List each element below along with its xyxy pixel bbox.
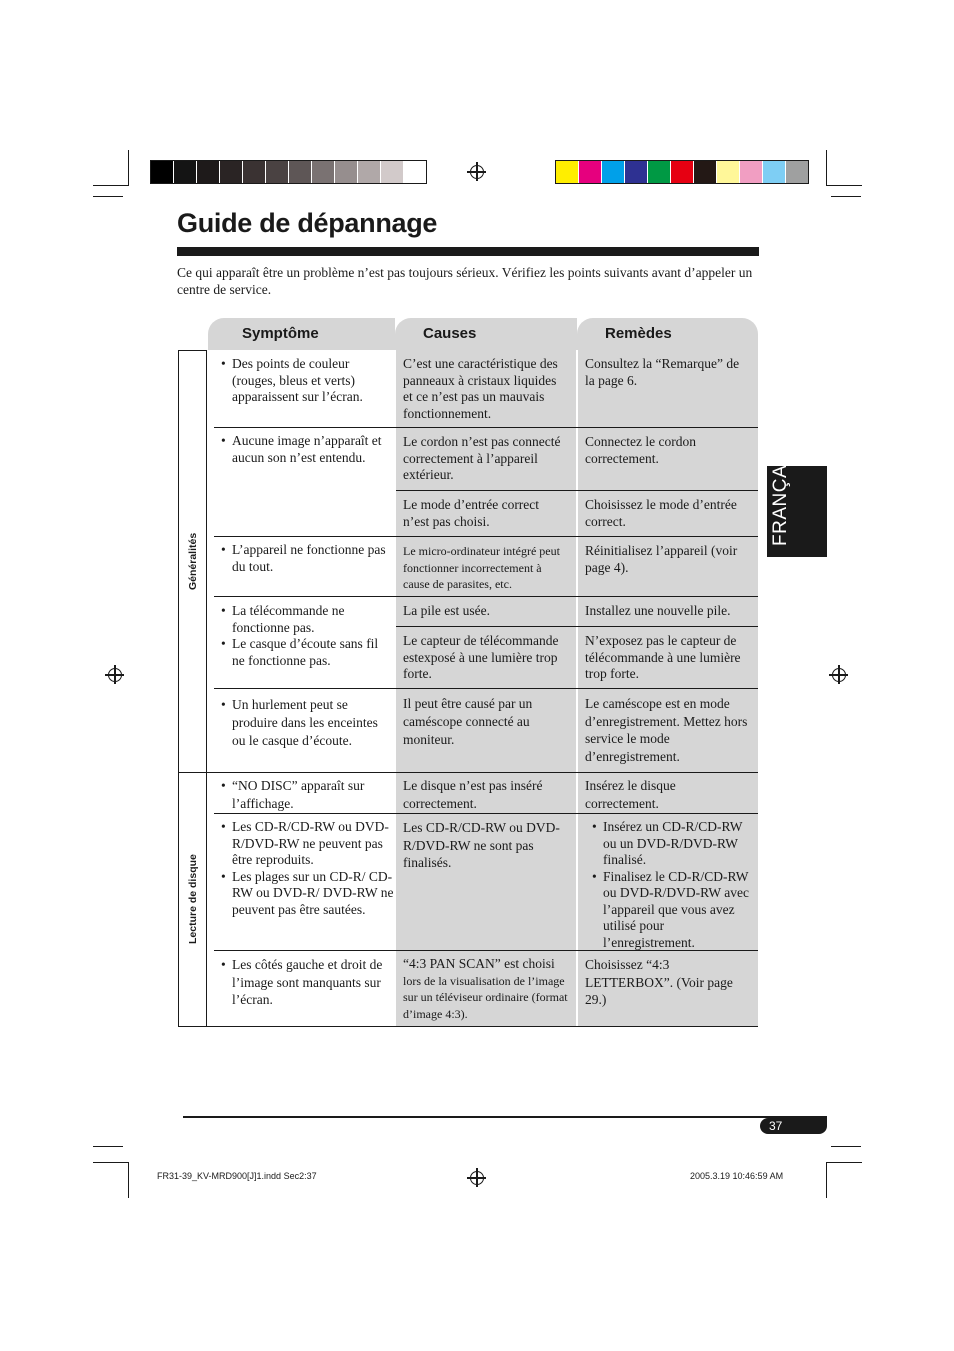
cause-cell: Le disque n’est pas inséré correctement. [396, 773, 576, 813]
registration-mark-icon [108, 668, 122, 682]
registration-mark-icon [832, 668, 846, 682]
color-swatch [556, 161, 578, 183]
color-swatch [693, 161, 716, 183]
registration-mark-icon [470, 165, 484, 179]
color-swatch [739, 161, 762, 183]
crop-mark [826, 1162, 827, 1198]
crop-mark [831, 1146, 861, 1147]
color-test-bar [555, 160, 809, 184]
header-remedies: Remèdes [577, 318, 758, 350]
crop-mark [128, 1162, 129, 1198]
page-title: Guide de dépannage [177, 208, 438, 238]
cause-cell: Le cordon n’est pas connecté correctement à l’appareil extérieur. [396, 428, 576, 490]
gray-swatch [151, 161, 173, 183]
cause-cell: Les CD-R/CD-RW ou DVD-R/DVD-RW ne sont pas finalisés. [396, 814, 576, 950]
remedy-cell: N’exposez pas le capteur de télécommande à une lumière trop forte. [578, 627, 758, 688]
section-label-disc: Lecture de disque [187, 854, 199, 944]
gray-swatch [219, 161, 242, 183]
symptom-cell: • La télécommande ne fonctionne pas. • Le casque d’écoute sans fil ne fonctionne pas. [214, 603, 394, 669]
remedy-cell: Choisissez “4:3 LETTERBOX”. (Voir page 29.) [578, 951, 758, 1026]
crop-mark [826, 150, 827, 186]
gray-swatch [311, 161, 334, 183]
header-causes: Causes [395, 318, 577, 350]
color-swatch [624, 161, 647, 183]
cause-cell: C’est une caractéristique des panneaux à cristaux liquides et ce n’est pas un mauvais fonctionnement. [396, 350, 576, 427]
cause-cell: Il peut être causé par un caméscope connecté au moniteur. [396, 689, 576, 772]
crop-mark [128, 150, 129, 186]
title-rule [177, 247, 759, 256]
remedy-cell: Installez une nouvelle pile. [578, 597, 758, 626]
troubleshooting-table [178, 350, 758, 1027]
remedy-cell: Insérez le disque correctement. [578, 773, 758, 813]
crop-mark [93, 1162, 129, 1163]
crop-mark [826, 1162, 862, 1163]
color-swatch [601, 161, 624, 183]
symptom-cell: • “NO DISC” apparaît sur l’affichage. [214, 777, 394, 813]
color-swatch [785, 161, 808, 183]
gray-swatch [403, 161, 426, 183]
color-swatch [578, 161, 601, 183]
crop-mark [93, 185, 129, 186]
file-info: FR31-39_KV-MRD900[J]1.indd Sec2:37 [157, 1171, 317, 1181]
color-swatch [670, 161, 693, 183]
symptom-cell: • Les côtés gauche et droit de l’image sont manquants sur l’écran. [214, 956, 394, 1009]
color-swatch [716, 161, 739, 183]
gray-swatch [357, 161, 380, 183]
gray-swatch [288, 161, 311, 183]
cause-cell: “4:3 PAN SCAN” est choisi lors de la visualisation de l’image sur un téléviseur ordinaire (format d’image 4:3). [396, 951, 576, 1026]
remedy-cell: Le caméscope est en mode d’enregistrement. Mettez hors service le mode d’enregistrement. [578, 689, 758, 772]
table-bottom [207, 1026, 758, 1027]
symptom-cell: • Un hurlement peut se produire dans les enceintes ou le casque d’écoute. [214, 696, 394, 750]
gray-swatch [334, 161, 357, 183]
symptom-cell: • Des points de couleur (rouges, bleus et verts) apparaissent sur l’écran. [214, 356, 394, 406]
crop-mark [826, 185, 862, 186]
color-swatch [762, 161, 785, 183]
registration-mark-icon [470, 1171, 484, 1185]
symptom-cell: • Les CD-R/CD-RW ou DVD-R/DVD-RW ne peuvent pas être reproduits. • Les plages sur un CD-R/ CD-RW ou DVD-R/ DVD-RW ne peuvent pas être sautées. [214, 819, 394, 918]
symptom-cell: • Aucune image n’apparaît et aucun son n’est entendu. [214, 433, 394, 466]
gray-swatch [173, 161, 196, 183]
remedy-cell: Consultez la “Remarque” de la page 6. [578, 350, 758, 427]
language-tab-label: FRANÇAIS [770, 445, 791, 546]
header-symptom: Symptôme [208, 318, 395, 350]
cause-cell: Le micro-ordinateur intégré peut fonctionner incorrectement à cause de parasites, etc. [396, 537, 576, 596]
footer-rule [183, 1116, 827, 1118]
remedy-cell: Réinitialisez l’appareil (voir page 4). [578, 537, 758, 596]
remedy-cell: • Insérez un CD-R/CD-RW ou un DVD-R/DVD-RW finalisé. • Finalisez le CD-R/CD-RW ou DVD-R/DVD-RW avec l’appareil que vous avez utilisé pour l’enregistrement. [578, 814, 758, 950]
gray-swatch [242, 161, 265, 183]
cause-cell: Le mode d’entrée correct n’est pas choisi. [396, 491, 576, 536]
crop-mark [93, 196, 123, 197]
cause-cell: Le capteur de télécommande estexposé à une lumière trop forte. [396, 627, 576, 688]
gray-swatch [265, 161, 288, 183]
gray-ramp-bar [150, 160, 427, 184]
page-number: 37 [760, 1118, 827, 1134]
crop-mark [831, 196, 861, 197]
remedy-cell: Connectez le cordon correctement. [578, 428, 758, 490]
symptom-cell: • L’appareil ne fonctionne pas du tout. [214, 542, 394, 575]
crop-mark [93, 1146, 123, 1147]
gray-swatch [196, 161, 219, 183]
color-swatch [647, 161, 670, 183]
print-timestamp: 2005.3.19 10:46:59 AM [690, 1171, 784, 1181]
intro-text: Ce qui apparaît être un problème n’est pas toujours sérieux. Vérifiez les points suivants avant d’appeler un centre de service. [177, 265, 753, 297]
remedy-cell: Choisissez le mode d’entrée correct. [578, 491, 758, 536]
gray-swatch [380, 161, 403, 183]
cause-cell: La pile est usée. [396, 597, 576, 626]
section-label-general: Généralités [187, 532, 199, 590]
